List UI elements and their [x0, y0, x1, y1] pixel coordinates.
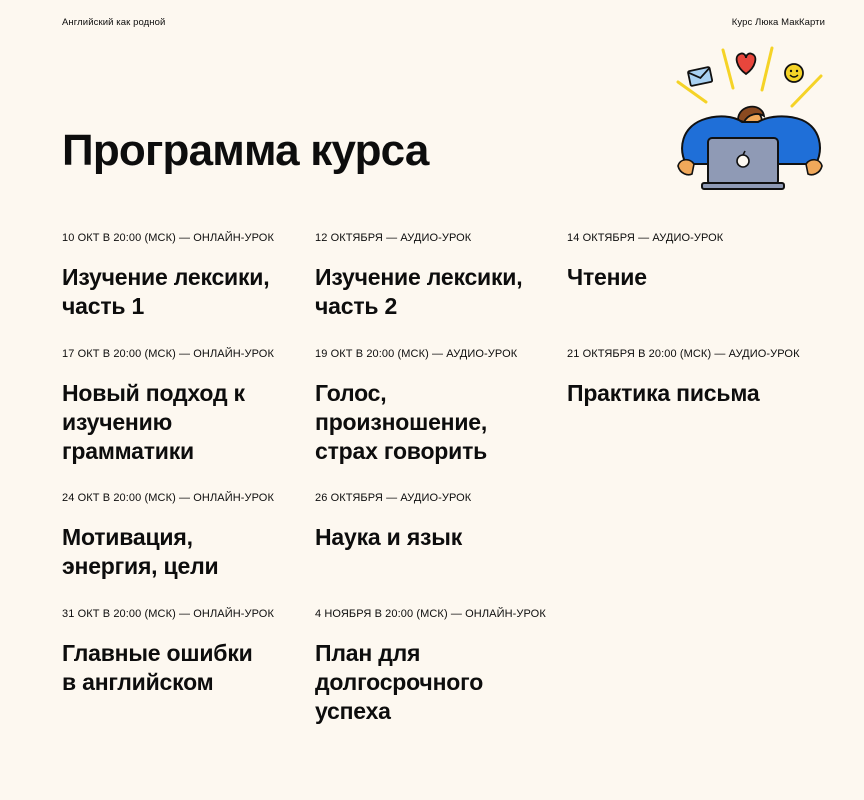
lesson-title: Главные ошибки в английском	[62, 640, 253, 695]
lesson-title: Практика письма	[567, 380, 760, 406]
lesson-title: Мотивация, энергия, цели	[62, 524, 219, 579]
course-author: Курс Люка МакКарти	[731, 17, 825, 28]
lesson-card	[567, 231, 807, 292]
lesson-title: План для долгосрочного успеха	[315, 640, 484, 724]
lesson-date: 24 ОКТ В 20:00 (МСК) — ОНЛАЙН-УРОК	[62, 492, 274, 504]
lesson-date: 10 ОКТ В 20:00 (МСК) — ОНЛАЙН-УРОК	[62, 232, 274, 244]
lesson-title: Чтение	[567, 264, 647, 290]
lesson-date: 26 ОКТЯБРЯ — АУДИО-УРОК	[315, 492, 472, 504]
lesson-date: 19 ОКТ В 20:00 (МСК) — АУДИО-УРОК	[315, 348, 518, 360]
page-title: Программа курса	[62, 126, 429, 175]
lesson-card	[315, 607, 555, 726]
lesson-card	[62, 231, 302, 321]
lesson-title: Изучение лексики, часть 1	[62, 264, 270, 319]
lesson-date: 14 ОКТЯБРЯ — АУДИО-УРОК	[567, 232, 724, 244]
laptop-icon	[702, 138, 784, 189]
lesson-card	[315, 347, 555, 466]
lesson-title: Голос, произношение, страх говорить	[315, 380, 488, 464]
lesson-title: Изучение лексики, часть 2	[315, 264, 523, 319]
lesson-card	[62, 491, 302, 581]
illustration	[668, 40, 833, 195]
lesson-card	[62, 607, 302, 697]
lesson-card	[315, 231, 555, 321]
heart-icon	[737, 53, 756, 74]
lesson-date: 31 ОКТ В 20:00 (МСК) — ОНЛАЙН-УРОК	[62, 608, 274, 620]
lesson-card	[315, 491, 555, 552]
lesson-date: 21 ОКТЯБРЯ В 20:00 (МСК) — АУДИО-УРОК	[567, 348, 800, 360]
lesson-title: Новый подход к изучению грамматики	[62, 380, 245, 464]
lesson-date: 4 НОЯБРЯ В 20:00 (МСК) — ОНЛАЙН-УРОК	[315, 608, 546, 620]
envelope-icon	[688, 67, 713, 86]
smiley-icon	[785, 64, 803, 82]
lesson-card	[567, 347, 807, 408]
lesson-card	[62, 347, 302, 466]
lesson-date: 17 ОКТ В 20:00 (МСК) — ОНЛАЙН-УРОК	[62, 348, 274, 360]
lesson-title: Наука и язык	[315, 524, 463, 550]
course-subtitle: Английский как родной	[62, 17, 166, 28]
lesson-date: 12 ОКТЯБРЯ — АУДИО-УРОК	[315, 232, 472, 244]
